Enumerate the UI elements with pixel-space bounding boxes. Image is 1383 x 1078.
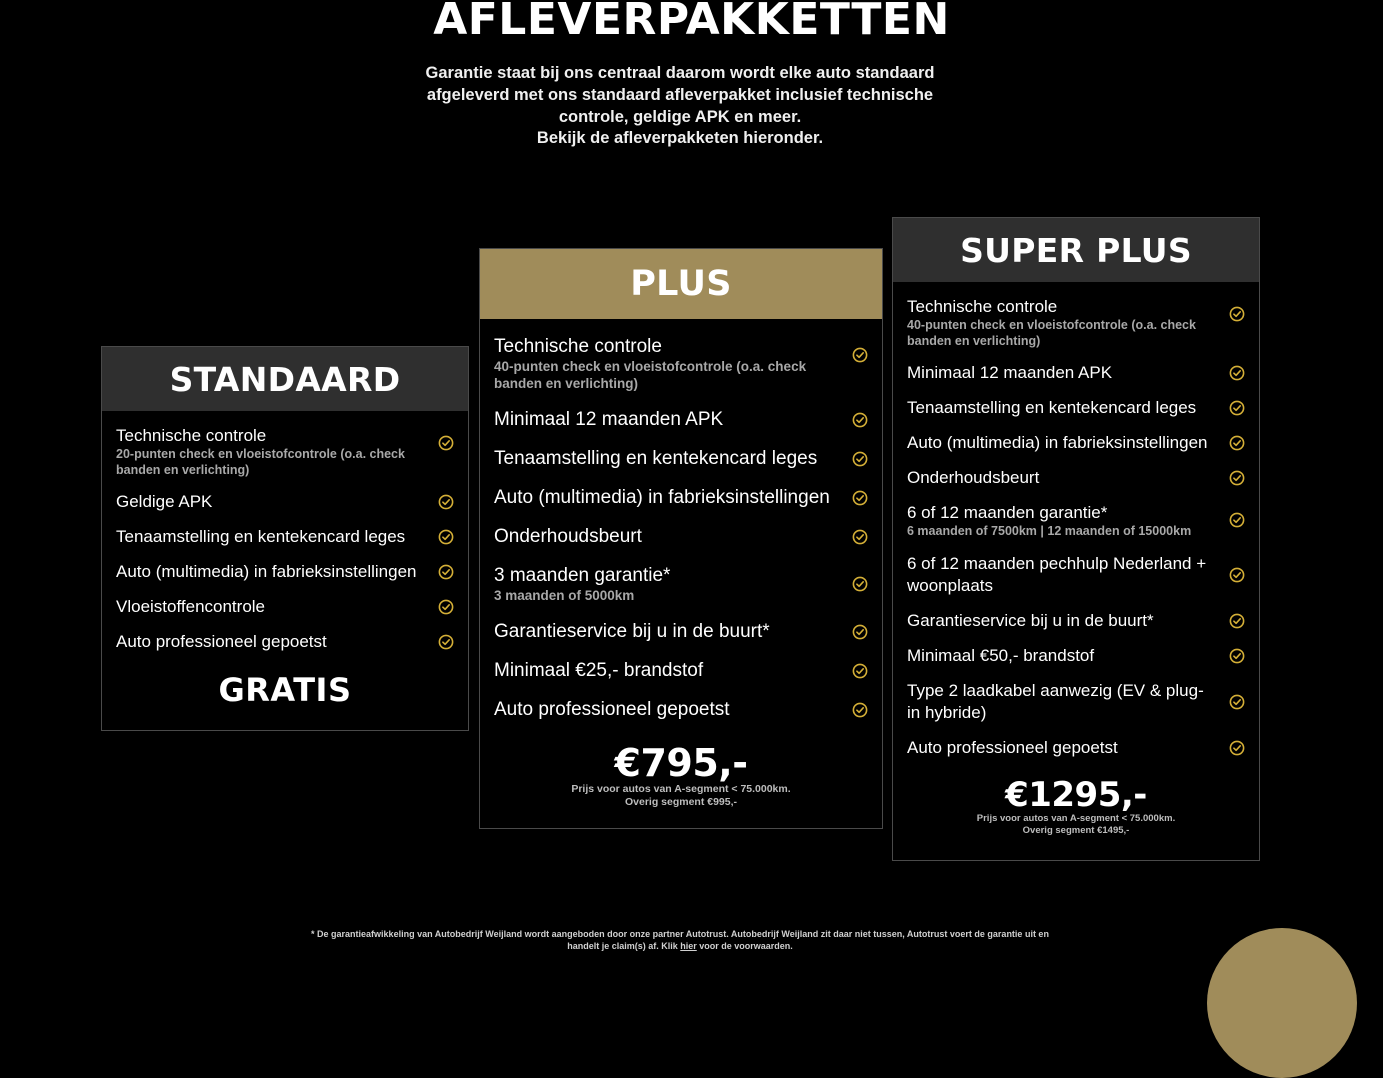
feature-title: Onderhoudsbeurt [907, 468, 1040, 487]
feature-title: Garantieservice bij u in de buurt* [494, 621, 770, 642]
feature-title: Technische controle [116, 426, 267, 445]
feature-item [494, 659, 868, 682]
feature-title: 6 of 12 maanden garantie* [907, 503, 1108, 522]
package-name: PLUS [480, 249, 882, 319]
check-circle-icon [852, 663, 868, 679]
check-circle-icon [1229, 306, 1245, 322]
feature-item [907, 362, 1245, 384]
check-circle-icon [852, 624, 868, 640]
feature-item [494, 447, 868, 470]
feature-item [907, 680, 1245, 724]
check-circle-icon [852, 347, 868, 363]
feature-item [494, 408, 868, 431]
intro-line: Bekijk de afleverpakketen hieronder. [536, 129, 824, 148]
feature-subtitle: 40-punten check en vloeistofcontrole (o.a. check banden en verlichting) [494, 359, 807, 391]
package-price: €795,- [614, 741, 748, 785]
footnote-line [290, 941, 1070, 953]
feature-title: Minimaal €25,- brandstof [494, 660, 704, 681]
feature-item [907, 737, 1245, 759]
package-card-plus [479, 248, 883, 829]
check-circle-icon [852, 702, 868, 718]
intro-line: afgeleverd met ons standaard afleverpakket inclusief technische [426, 85, 934, 104]
feature-title: Tenaamstelling en kentekencard leges [907, 398, 1197, 417]
check-circle-icon [1229, 613, 1245, 629]
feature-item [907, 553, 1245, 597]
check-circle-icon [1229, 694, 1245, 710]
feature-title: Geldige APK [116, 492, 213, 511]
feature-item [907, 645, 1245, 667]
check-circle-icon [1229, 512, 1245, 528]
feature-item [494, 525, 868, 548]
feature-item [116, 425, 454, 478]
feature-item [116, 561, 454, 583]
footnote-text: handelt je claim(s) af. Klik [567, 940, 681, 951]
check-circle-icon [438, 564, 454, 580]
feature-title: Tenaamstelling en kentekencard leges [116, 527, 406, 546]
check-circle-icon [1229, 435, 1245, 451]
feature-list [893, 282, 1259, 759]
check-circle-icon [1229, 567, 1245, 583]
check-circle-icon [438, 435, 454, 451]
feature-title: 6 of 12 maanden pechhulp Nederland + woonplaats [907, 553, 1207, 595]
package-name: STANDAARD [102, 347, 468, 411]
check-circle-icon [438, 529, 454, 545]
check-circle-icon [852, 529, 868, 545]
package-card-superplus [892, 217, 1260, 861]
conditions-link[interactable]: hier [680, 940, 697, 951]
check-circle-icon [1229, 648, 1245, 664]
feature-title: Technische controle [494, 336, 662, 357]
feature-item [907, 467, 1245, 489]
feature-item [907, 610, 1245, 632]
price-note: Overig segment €1495,- [1022, 824, 1130, 836]
feature-item [494, 335, 868, 392]
feature-title: Tenaamstelling en kentekencard leges [494, 448, 818, 469]
package-price: GRATIS [218, 671, 352, 709]
feature-title: Minimaal 12 maanden APK [907, 363, 1113, 382]
footnote [290, 929, 1070, 952]
feature-item [494, 564, 868, 604]
feature-title: Auto professioneel gepoetst [116, 632, 327, 651]
feature-title: Minimaal 12 maanden APK [494, 409, 724, 430]
package-name: SUPER PLUS [893, 218, 1259, 282]
price-note: Overig segment €995,- [624, 796, 738, 808]
check-circle-icon [1229, 740, 1245, 756]
feature-title: 3 maanden garantie* [494, 565, 671, 586]
feature-subtitle: 6 maanden of 7500km | 12 maanden of 15000km [907, 524, 1192, 538]
check-circle-icon [438, 634, 454, 650]
feature-title: Technische controle [907, 297, 1058, 316]
price-note: Prijs voor autos van A-segment < 75.000km. [976, 812, 1176, 824]
feature-item [116, 596, 454, 618]
feature-title: Onderhoudsbeurt [494, 526, 642, 547]
feature-item [494, 698, 868, 721]
feature-list [102, 411, 468, 653]
feature-title: Auto professioneel gepoetst [907, 737, 1118, 757]
check-circle-icon [438, 494, 454, 510]
footnote-line: * De garantieafwikkeling van Autobedrijf Weijland wordt aangeboden door onze partner Autotrust. Autobedrijf Weijland zit daar niet tussen, Autotrust voert de garantie uit en [311, 929, 1049, 939]
feature-title: Type 2 laadkabel aanwezig (EV & plug-in hybride) [907, 680, 1204, 722]
check-circle-icon [1229, 365, 1245, 381]
intro-line: Garantie staat bij ons centraal daarom wordt elke auto standaard [425, 64, 935, 82]
feature-item [907, 397, 1245, 419]
feature-item [494, 620, 868, 643]
feature-title: Minimaal €50,- brandstof [907, 645, 1095, 665]
package-price: €1295,- [1005, 774, 1147, 815]
check-circle-icon [438, 599, 454, 615]
check-circle-icon [852, 412, 868, 428]
feature-subtitle: 3 maanden of 5000km [494, 588, 635, 603]
feature-title: Auto (multimedia) in fabrieksinstellingen [907, 433, 1208, 452]
footnote-text: voor de voorwaarden. [696, 940, 793, 951]
chat-button[interactable] [1207, 928, 1357, 1078]
check-circle-icon [852, 451, 868, 467]
page-title: AFLEVERPAKKETTEN [433, 0, 950, 45]
feature-title: Auto (multimedia) in fabrieksinstellingen [116, 562, 417, 581]
feature-title: Garantieservice bij u in de buurt* [907, 610, 1154, 630]
feature-title: Auto (multimedia) in fabrieksinstellingen [494, 487, 830, 508]
price-block [480, 743, 882, 809]
feature-list [480, 319, 882, 721]
feature-item [907, 296, 1245, 349]
feature-item [494, 486, 868, 509]
intro-text [380, 63, 980, 150]
feature-item [907, 502, 1245, 540]
check-circle-icon [852, 490, 868, 506]
intro-line: controle, geldige APK en meer. [558, 107, 802, 126]
feature-subtitle: 40-punten check en vloeistofcontrole (o.a. check banden en verlichting) [907, 318, 1196, 348]
price-block [893, 774, 1259, 837]
feature-subtitle: 20-punten check en vloeistofcontrole (o.a. check banden en verlichting) [116, 447, 405, 477]
check-circle-icon [1229, 470, 1245, 486]
check-circle-icon [1229, 400, 1245, 416]
feature-item [907, 432, 1245, 454]
feature-item [116, 631, 454, 653]
feature-title: Vloeistoffencontrole [116, 597, 266, 616]
feature-item [116, 526, 454, 548]
package-card-standaard [101, 346, 469, 731]
check-circle-icon [852, 576, 868, 592]
feature-item [116, 491, 454, 513]
price-note: Prijs voor autos van A-segment < 75.000km. [571, 783, 791, 795]
feature-title: Auto professioneel gepoetst [494, 699, 730, 720]
